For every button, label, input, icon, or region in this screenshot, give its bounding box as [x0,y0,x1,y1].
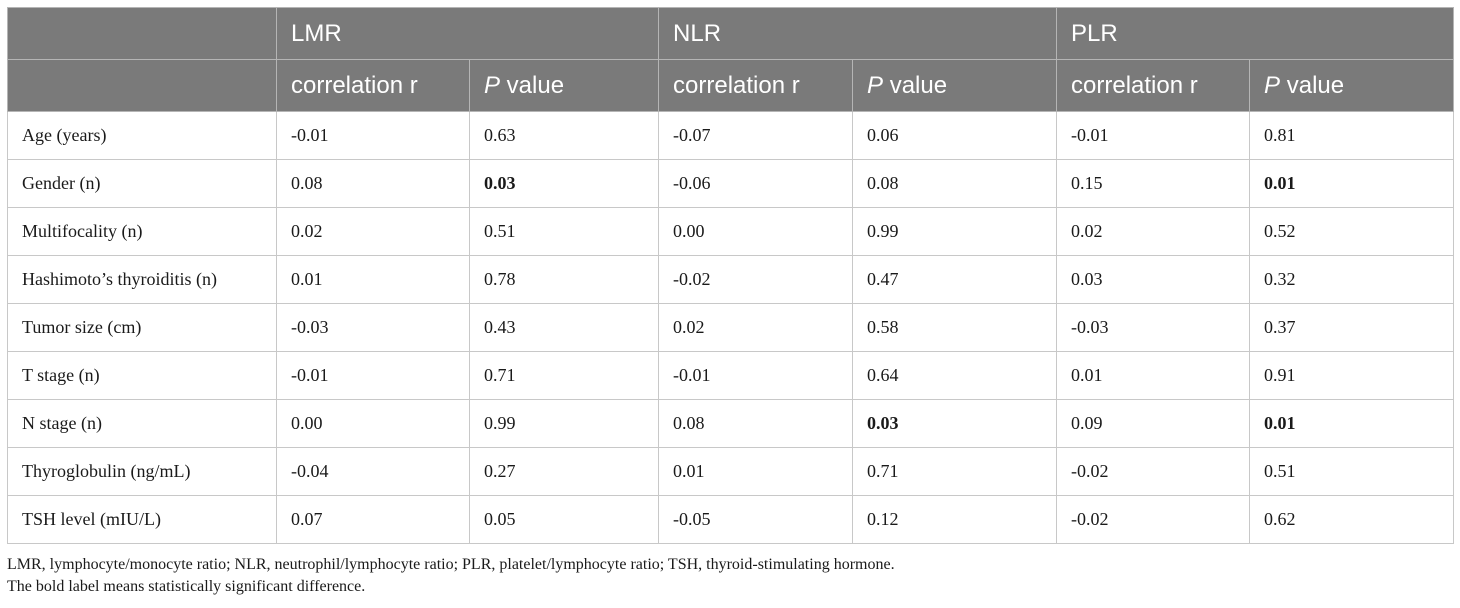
cell-plr-correlation-r: -0.02 [1057,448,1250,496]
table-row [8,496,1454,544]
header-correlation-r: correlation r [1057,60,1250,112]
table-row [8,160,1454,208]
header-group-nlr: NLR [659,8,1057,60]
row-label: Hashimoto’s thyroiditis (n) [8,256,277,304]
header-correlation-r: correlation r [659,60,853,112]
cell-plr-correlation-r: 0.15 [1057,160,1250,208]
cell-plr-correlation-r: 0.01 [1057,352,1250,400]
table-container [7,7,1453,598]
cell-nlr-correlation-r: -0.02 [659,256,853,304]
header-corner [8,8,277,60]
correlation-table [7,7,1454,544]
cell-plr-p-value: 0.01 [1250,400,1454,448]
cell-nlr-correlation-r: -0.01 [659,352,853,400]
header-corner-sub [8,60,277,112]
row-label: TSH level (mIU/L) [8,496,277,544]
row-label: Age (years) [8,112,277,160]
table-row [8,304,1454,352]
cell-plr-correlation-r: 0.03 [1057,256,1250,304]
cell-lmr-correlation-r: -0.01 [277,352,470,400]
table-footnotes [7,554,1453,598]
header-group-lmr: LMR [277,8,659,60]
header-p-value [1250,60,1454,112]
cell-nlr-p-value: 0.71 [853,448,1057,496]
cell-nlr-p-value: 0.06 [853,112,1057,160]
table-row [8,448,1454,496]
cell-plr-correlation-r: -0.01 [1057,112,1250,160]
cell-plr-p-value: 0.62 [1250,496,1454,544]
cell-lmr-p-value: 0.51 [470,208,659,256]
cell-plr-p-value: 0.51 [1250,448,1454,496]
header-group-plr: PLR [1057,8,1454,60]
cell-nlr-correlation-r: -0.05 [659,496,853,544]
cell-plr-correlation-r: -0.03 [1057,304,1250,352]
header-p-value [853,60,1057,112]
p-letter: P [867,71,884,99]
cell-nlr-p-value: 0.99 [853,208,1057,256]
cell-lmr-correlation-r: 0.07 [277,496,470,544]
row-label: N stage (n) [8,400,277,448]
cell-lmr-correlation-r: -0.04 [277,448,470,496]
cell-lmr-correlation-r: 0.01 [277,256,470,304]
footnote-bold-meaning: The bold label means statistically significant difference. [7,578,366,595]
cell-lmr-correlation-r: 0.08 [277,160,470,208]
cell-lmr-p-value: 0.05 [470,496,659,544]
cell-plr-p-value: 0.52 [1250,208,1454,256]
cell-nlr-p-value: 0.47 [853,256,1057,304]
table-body [8,112,1454,544]
table-row [8,112,1454,160]
table-row [8,256,1454,304]
cell-plr-correlation-r: 0.09 [1057,400,1250,448]
cell-plr-correlation-r: -0.02 [1057,496,1250,544]
cell-plr-p-value: 0.01 [1250,160,1454,208]
table-row [8,208,1454,256]
cell-lmr-correlation-r: -0.01 [277,112,470,160]
header-group-row [8,8,1454,60]
cell-lmr-p-value: 0.43 [470,304,659,352]
cell-nlr-p-value: 0.03 [853,400,1057,448]
cell-plr-p-value: 0.91 [1250,352,1454,400]
cell-nlr-p-value: 0.64 [853,352,1057,400]
cell-lmr-p-value: 0.78 [470,256,659,304]
cell-nlr-correlation-r: 0.02 [659,304,853,352]
row-label: Tumor size (cm) [8,304,277,352]
p-value-word: value [883,71,948,99]
cell-lmr-p-value: 0.27 [470,448,659,496]
row-label: T stage (n) [8,352,277,400]
cell-nlr-correlation-r: -0.06 [659,160,853,208]
p-value-word: value [500,71,565,99]
cell-plr-p-value: 0.81 [1250,112,1454,160]
p-letter: P [1264,71,1281,99]
footnote-abbreviations: LMR, lymphocyte/monocyte ratio; NLR, neutrophil/lymphocyte ratio; PLR, platelet/lymphocyte ratio; TSH, thyroid-stimulating hormone. [7,556,895,573]
cell-nlr-p-value: 0.58 [853,304,1057,352]
cell-plr-p-value: 0.32 [1250,256,1454,304]
cell-nlr-p-value: 0.08 [853,160,1057,208]
row-label: Gender (n) [8,160,277,208]
cell-lmr-p-value: 0.99 [470,400,659,448]
cell-lmr-p-value: 0.03 [470,160,659,208]
cell-lmr-correlation-r: 0.00 [277,400,470,448]
table-row [8,352,1454,400]
cell-nlr-correlation-r: 0.08 [659,400,853,448]
cell-nlr-correlation-r: -0.07 [659,112,853,160]
header-p-value [470,60,659,112]
cell-plr-correlation-r: 0.02 [1057,208,1250,256]
cell-lmr-correlation-r: 0.02 [277,208,470,256]
cell-lmr-correlation-r: -0.03 [277,304,470,352]
cell-plr-p-value: 0.37 [1250,304,1454,352]
cell-nlr-correlation-r: 0.00 [659,208,853,256]
table-row [8,400,1454,448]
cell-nlr-p-value: 0.12 [853,496,1057,544]
p-letter: P [484,71,501,99]
header-correlation-r: correlation r [277,60,470,112]
row-label: Thyroglobulin (ng/mL) [8,448,277,496]
cell-lmr-p-value: 0.63 [470,112,659,160]
row-label: Multifocality (n) [8,208,277,256]
cell-nlr-correlation-r: 0.01 [659,448,853,496]
p-value-word: value [1280,71,1345,99]
cell-lmr-p-value: 0.71 [470,352,659,400]
header-sub-row [8,60,1454,112]
